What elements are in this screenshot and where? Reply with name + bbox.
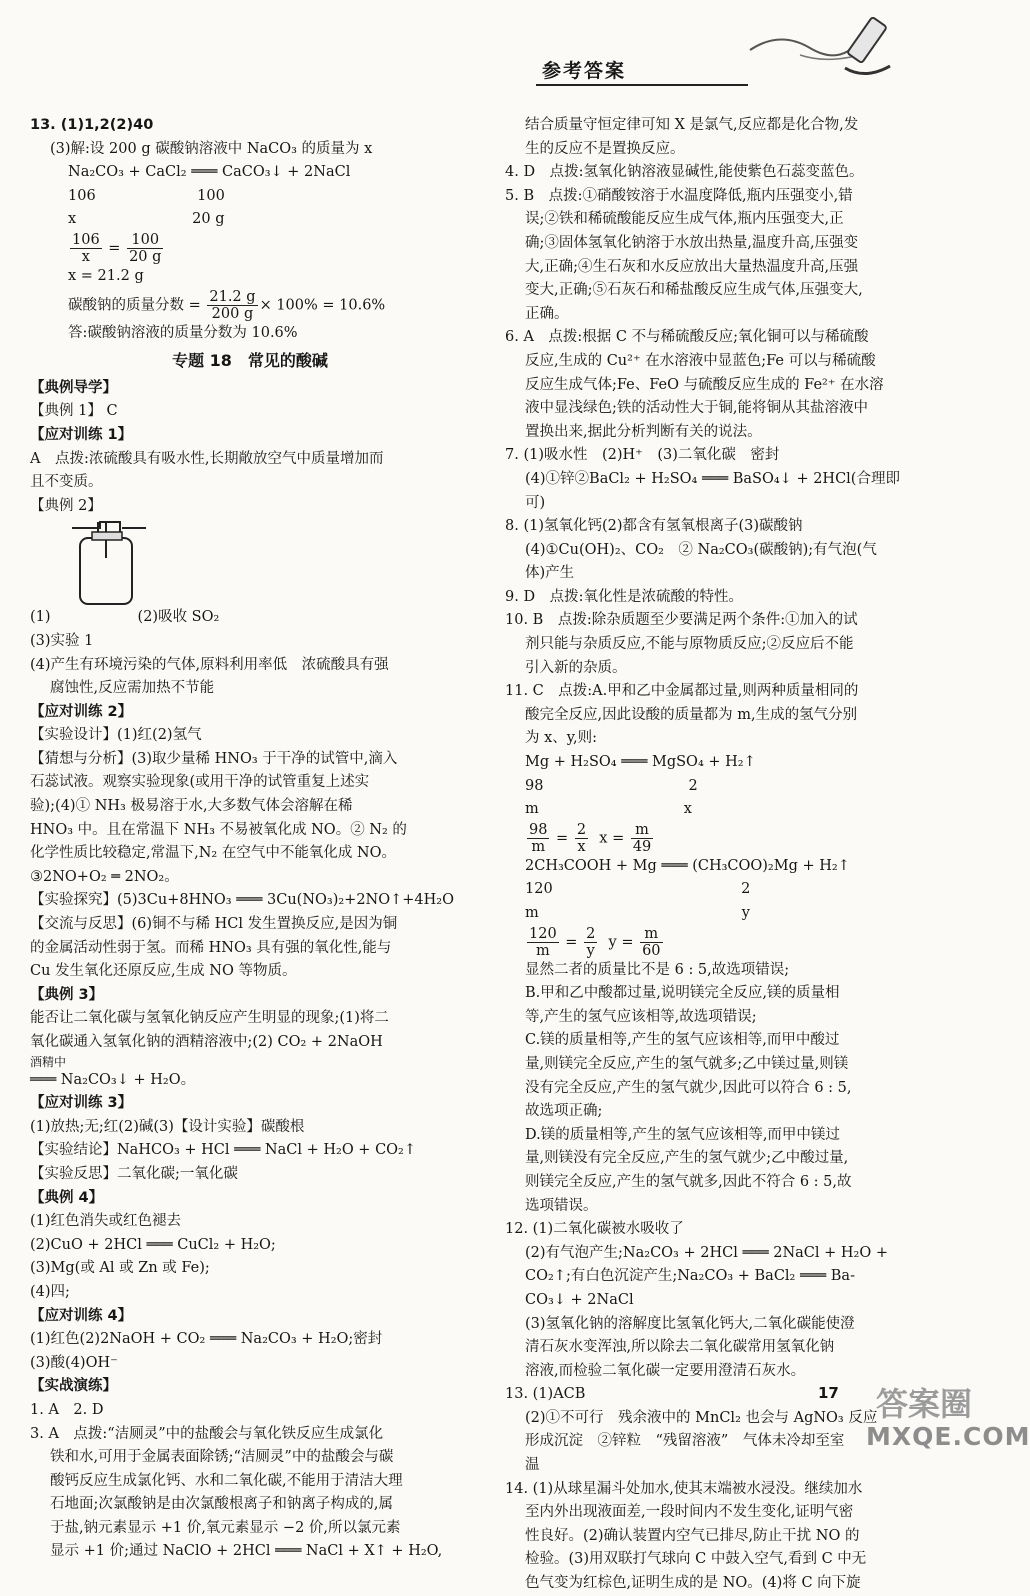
text-line: (4)四; — [30, 1283, 70, 1300]
subsection-heading: 【实战演练】 — [30, 1378, 117, 1395]
fraction: $\frac{2}{y}$ — [586, 925, 596, 959]
text-line: 4. D 点拨:氢氧化钠溶液显碱性,能使紫色石蕊变蓝色。 — [505, 164, 864, 181]
text-line: 13. (1)ACB — [505, 1386, 586, 1403]
fraction: $\frac{120}{m}$ — [529, 925, 557, 959]
subsection-heading: 【应对训练 2】 — [30, 703, 133, 720]
text-line: 120 2 — [525, 881, 751, 898]
text-line: 7. (1)吸水性 (2)H⁺ (3)二氧化碳 密封 — [505, 447, 780, 464]
percentage-line: 碳酸钠的质量分数 = $\frac{21.2 g}{200 g}$ × 100% = 10.6% — [68, 288, 386, 322]
text-line: 引入新的杂质。 — [525, 659, 627, 676]
text-line: 反应,生成的 Cu²⁺ 在水溶液中显蓝色;Fe 可以与稀硫酸 — [525, 352, 876, 369]
text-line: 3. A 点拨:“洁厕灵”中的盐酸会与氧化铁反应生成氯化 — [30, 1425, 384, 1442]
equation-line: Mg + H₂SO₄ ═══ MgSO₄ + H₂↑ — [525, 754, 756, 771]
text-line: 于盐,钠元素显示 +1 价,氧元素显示 −2 价,所以氯元素 — [50, 1519, 401, 1536]
header-title: 参考答案 — [542, 60, 627, 82]
condition-label: 酒精中 — [30, 1054, 67, 1069]
equation-line: 2CH₃COOH + Mg ═══ (CH₃COO)₂Mg + H₂↑ — [525, 857, 850, 874]
text-line: Cu 发生氧化还原反应,生成 NO 等物质。 — [30, 963, 297, 980]
text-line: 答:碳酸钠溶液的质量分数为 10.6% — [68, 324, 298, 341]
text-line: HNO₃ 中。且在常温下 NH₃ 不易被氧化成 NO。② N₂ 的 — [30, 821, 407, 838]
left-column — [30, 114, 470, 1564]
text-line: 腐蚀性,反应需加热不节能 — [50, 680, 215, 697]
text-line: 生的反应不是置换反应。 — [525, 140, 685, 157]
answer-13-lines — [30, 114, 470, 345]
text-line: x = 21.2 g — [68, 267, 144, 284]
equation-line: (2)CuO + 2HCl ═══ CuCl₂ + H₂O; — [30, 1236, 276, 1253]
page-number: 17 — [818, 1384, 839, 1402]
text-line: 可) — [525, 494, 546, 511]
text-line: (2)①不可行 残余液中的 MnCl₂ 也会与 AgNO₃ 反应 — [525, 1409, 878, 1426]
text-line: 98 2 — [525, 777, 698, 794]
text-line: 大,正确;④生石灰和水反应放出大量热温度升高,压强 — [525, 258, 859, 275]
text-line: 【猜想与分析】(3)取少量稀 HNO₃ 于干净的试管中,滴入 — [30, 750, 398, 767]
text-line: (3)解:设 200 g 碳酸钠溶液中 NaCO₃ 的质量为 x — [50, 140, 373, 157]
text-line: x 20 g — [68, 211, 225, 228]
section-lines-a — [30, 377, 470, 519]
text-line: 体)产生 — [525, 565, 575, 582]
text-line: 检验。(3)用双联打气球向 C 中鼓入空气,看到 C 中无 — [525, 1551, 867, 1568]
text-line: (1)红色消失或红色褪去 — [30, 1213, 182, 1230]
text-line: 石地面;次氯酸钠是由次氯酸根离子和钠离子构成的,属 — [50, 1496, 393, 1513]
subsection-heading: 【典例 4】 — [30, 1189, 104, 1206]
equation-line: 【实验探究】(5)3Cu+8HNO₃ ═══ 3Cu(NO₃)₂+2NO↑+4H₂O — [30, 892, 455, 909]
equation-line: ═══ Na₂CO₃↓ + H₂O。 — [30, 1071, 196, 1088]
equation-line: (2)有气泡产生;Na₂CO₃ + 2HCl ═══ 2NaCl + H₂O + — [525, 1244, 889, 1261]
text-line: 10. B 点拨:除杂质题至少要满足两个条件:①加入的试 — [505, 612, 858, 629]
text-line: 1. A 2. D — [30, 1401, 104, 1418]
text-line: 误;②铁和稀硫酸能反应生成气体,瓶内压强变大,正 — [525, 211, 844, 228]
fraction: $\frac{2}{x}$ — [576, 821, 587, 855]
subsection-heading: 【应对训练 1】 — [30, 426, 133, 443]
page-header — [536, 58, 748, 86]
text-line: 氧化碳通入氢氧化钠的酒精溶液中;(2) CO₂ + 2NaOH — [30, 1034, 383, 1050]
text-line: 正确。 — [525, 305, 569, 322]
text-line: 量,则镁没有完全反应,产生的氢气就少;乙中酸过量, — [525, 1150, 849, 1167]
text-line: 等,产生的氢气应该相等,故选项错误; — [525, 1008, 757, 1025]
subsection-heading: 【应对训练 4】 — [30, 1307, 133, 1324]
quill-decoration-icon — [740, 10, 900, 90]
fraction: $\frac{98}{m}$ — [529, 821, 548, 855]
subsection-heading: 【应对训练 3】 — [30, 1095, 133, 1112]
text-line: m x — [525, 801, 692, 818]
text-line: 置换出来,据此分析判断有关的说法。 — [525, 423, 762, 440]
subsection-heading: 【典例 3】 — [30, 986, 104, 1003]
text-line: 则镁完全反应,产生的氢气就多,因此不符合 6 : 5,故 — [525, 1173, 852, 1190]
text-line: (4)产生有环境污染的气体,原料利用率低 浓硫酸具有强 — [30, 656, 389, 673]
text-line: m y — [525, 905, 750, 921]
text-line: 反应生成气体;Fe、FeO 与硫酸反应生成的 Fe²⁺ 在水溶 — [525, 376, 884, 393]
text-line: 12. (1)二氧化碳被水吸收了 — [505, 1221, 684, 1238]
text-line: 能否让二氧化碳与氢氧化钠反应产生明显的现象;(1)将二 — [30, 1010, 389, 1027]
text-line: 铁和水,可用于金属表面除锈;“洁厕灵”中的盐酸会与碳 — [50, 1449, 394, 1466]
equation-line: Na₂CO₃ + CaCl₂ ═══ CaCO₃↓ + 2NaCl — [68, 164, 351, 181]
fraction: $\frac{21.2 g}{200 g}$ — [209, 288, 256, 322]
text-line: 【实验设计】(1)红(2)氢气 — [30, 727, 202, 744]
text-line: 故选项正确; — [525, 1103, 603, 1120]
fraction: $\frac{m}{49}$ — [632, 821, 652, 855]
text-line: 变大,正确;⑤石灰石和稀盐酸反应生成气体,压强变大, — [525, 282, 863, 299]
section-lines-b — [30, 606, 470, 1564]
right-column — [505, 114, 905, 1596]
text-line: 【典例 1】 C — [30, 403, 118, 420]
proportion-line: $\frac{120}{m}$ = $\frac{2}{y}$ y = $\frac{m}{60}$ — [529, 925, 661, 959]
text-line: 确;③固体氢氧化钠溶于水放出热量,温度升高,压强变 — [525, 234, 859, 251]
text-line: (3)Mg(或 Al 或 Zn 或 Fe); — [30, 1260, 210, 1277]
text-line: (4)①Cu(OH)₂、CO₂ ② Na₂CO₃(碳酸钠);有气泡(气 — [525, 541, 877, 558]
fraction: $\frac{106}{x}$ — [72, 231, 100, 265]
text-line: 【实验反思】二氧化碳;一氧化碳 — [30, 1165, 238, 1182]
text-line: 8. (1)氢氧化钙(2)都含有氢氧根离子(3)碳酸钠 — [505, 518, 803, 535]
watermark-url: MXQE.COM — [866, 1422, 1030, 1451]
equation-line: (1)红色(2)2NaOH + CO₂ ═══ Na₂CO₃ + H₂O;密封 — [30, 1331, 383, 1348]
section-title: 专题 18 常见的酸碱 — [172, 351, 328, 371]
text-line: 色气变为红棕色,证明生成的是 NO。(4)将 C 向下旋 — [525, 1575, 861, 1592]
proportion-line: $\frac{98}{m}$ = $\frac{2}{x}$ x = $\frac{m}{49}$ — [529, 821, 652, 855]
text-line: ③2NO+O₂ ═ 2NO₂。 — [30, 868, 179, 885]
text-line: 14. (1)从球星漏斗处加水,使其末端被水浸没。继续加水 — [505, 1480, 863, 1497]
equation-line: CO₂↑;有白色沉淀产生;Na₂CO₃ + BaCl₂ ═══ Ba- — [525, 1268, 855, 1285]
text-line: D.镁的质量相等,产生的氢气应该相等,而甲中镁过 — [525, 1126, 840, 1143]
text-line: 【典例 2】 — [30, 497, 102, 514]
equation-line: 【实验结论】NaHCO₃ + HCl ═══ NaCl + H₂O + CO₂↑ — [30, 1142, 417, 1159]
text-line: 6. A 点拨:根据 C 不与稀硫酸反应;氧化铜可以与稀硫酸 — [505, 329, 869, 346]
text-line: 为 x、y,则: — [525, 730, 598, 747]
text-line: A 点拨:浓硫酸具有吸水性,长期敞放空气中质量增加而 — [30, 450, 384, 467]
text-line: 形成沉淀 ②锌粒 “残留溶液” 气体未冷却至室 — [525, 1433, 845, 1450]
text-line: 【交流与反思】(6)铜不与稀 HCl 发生置换反应,是因为铜 — [30, 916, 398, 933]
text-line: 石蕊试液。观察实验现象(或用干净的试管重复上述实 — [30, 774, 370, 791]
text-line: 9. D 点拨:氧化性是浓硫酸的特性。 — [505, 588, 743, 605]
text-line: 显示 +1 价;通过 NaClO + 2HCl ═══ NaCl + X↑ + H₂O, — [50, 1543, 443, 1560]
text-line: 13. (1)1,2(2)40 — [30, 117, 154, 133]
text-line: 11. C 点拨:A.甲和乙中金属都过量,则两种质量相同的 — [505, 683, 859, 700]
text-line: B.甲和乙中酸都过量,说明镁完全反应,镁的质量相 — [525, 985, 840, 1002]
text-line: 且不变质。 — [30, 474, 103, 491]
text-line: 量,则镁完全反应,产生的氢气就多;乙中镁过量,则镁 — [525, 1055, 849, 1072]
right-lines-a — [505, 114, 905, 1596]
gas-washing-bottle-icon — [70, 518, 150, 606]
text-line: 液中显浅绿色;铁的活动性大于铜,能将铜从其盐溶液中 — [525, 400, 868, 417]
fraction: $\frac{100}{20 g}$ — [129, 231, 162, 265]
text-line: (1) (2)吸收 SO₂ — [30, 609, 220, 626]
fraction: $\frac{m}{60}$ — [642, 925, 661, 959]
text-line: 5. B 点拨:①硝酸铵溶于水温度降低,瓶内压强变小,错 — [505, 187, 853, 204]
subsection-heading: 【典例导学】 — [30, 379, 117, 396]
text-line: 显然二者的质量比不是 6 : 5,故选项错误; — [525, 961, 790, 978]
text-line: 106 100 — [68, 187, 225, 204]
text-line: 的金属活动性弱于氢。而稀 HNO₃ 具有强的氧化性,能与 — [30, 939, 392, 956]
text-line: (3)实验 1 — [30, 632, 94, 649]
text-line: 结合质量守恒定律可知 X 是氯气,反应都是化合物,发 — [525, 117, 859, 133]
text-line: 没有完全反应,产生的氢气就少,因此可以符合 6 : 5, — [525, 1079, 852, 1096]
text-line: C.镁的质量相等,产生的氢气应该相等,而甲中酸过 — [525, 1032, 840, 1049]
text-line: (3)氢氧化钠的溶解度比氢氧化钙大,二氧化碳能使澄 — [525, 1315, 855, 1332]
text-line: 清石灰水变浑浊,所以除去二氧化碳常用氢氧化钠 — [525, 1339, 835, 1356]
text-line: (1)放热;无;红(2)碱(3)【设计实验】碳酸根 — [30, 1118, 305, 1135]
text-line: (4)①锌②BaCl₂ + H₂SO₄ ═══ BaSO₄↓ + 2HCl(合理即 — [525, 470, 900, 487]
equation-line: CO₃↓ + 2NaCl — [525, 1291, 634, 1308]
text-line: 性良好。(2)确认装置内空气已排尽,防止干扰 NO 的 — [525, 1527, 860, 1544]
text-line: 至内外出现液面差,一段时间内不发生变化,证明气密 — [525, 1504, 854, 1521]
text-line: 剂只能与杂质反应,不能与原物质反应;②反应后不能 — [525, 636, 854, 653]
text-line: 验);(4)① NH₃ 极易溶于水,大多数气体会溶解在稀 — [30, 798, 353, 815]
text-line: 选项错误。 — [525, 1197, 598, 1214]
proportion-line: $\frac{106}{x}$ = $\frac{100}{20 g}$ — [72, 231, 162, 265]
watermark-logo: 答案圈 — [876, 1385, 973, 1423]
text-line: 温 — [525, 1457, 540, 1474]
text-line: (3)酸(4)OH⁻ — [30, 1354, 118, 1371]
text-line: 酸钙反应生成氯化钙、水和二氧化碳,不能用于清洁大理 — [50, 1472, 403, 1489]
text-line: 化学性质比较稳定,常温下,N₂ 在空气中不能氧化成 NO。 — [30, 845, 397, 862]
text-line: 溶液,而检验二氧化碳一定要用澄清石灰水。 — [525, 1362, 806, 1379]
text-line: 酸完全反应,因此设酸的质量都为 m,生成的氢气分别 — [525, 706, 858, 723]
